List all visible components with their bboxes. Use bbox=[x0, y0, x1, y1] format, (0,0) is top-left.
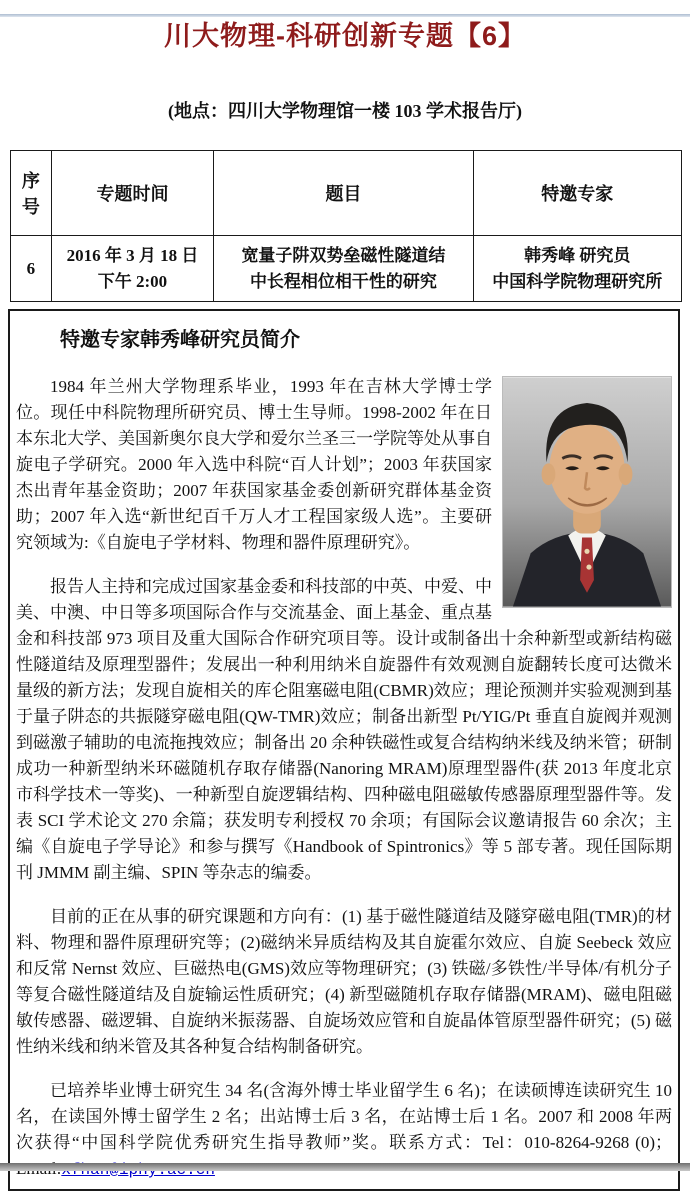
bio-section bbox=[8, 309, 680, 1191]
window-bottom-edge bbox=[0, 1163, 690, 1171]
location-subtitle: (地点：四川大学物理馆一楼 103 学术报告厅) bbox=[168, 101, 522, 121]
table-row bbox=[11, 236, 682, 302]
header-topic: 题目 bbox=[214, 151, 473, 236]
session-hour: 下午 2:00 bbox=[97, 271, 168, 291]
schedule-table bbox=[10, 150, 682, 302]
header-session-time: 专题时间 bbox=[51, 151, 214, 236]
expert-portrait-graphic bbox=[503, 377, 671, 607]
expert-affiliation: 中国科学院物理研究所 bbox=[492, 271, 663, 291]
window-top-edge bbox=[0, 14, 690, 17]
cell-topic bbox=[214, 236, 473, 302]
bio-heading: 特邀专家韩秀峰研究员简介 bbox=[60, 329, 300, 351]
bio-paragraph-4-text: 已培养毕业博士研究生 34 名(含海外博士毕业留学生 6 名)；在读硕博连读研究生 10 名，在读国外博士留学生 2 名；出站博士后 3 名，在站博士后 1 名。2007 和 2008 年两次获得“中国科学院优秀研究生指导教师”奖。联系方式：Tel：010-8264-9268 (0)； bbox=[16, 1081, 672, 1152]
topic-line-1: 宽量子阱双势垒磁性隧道结 bbox=[241, 245, 446, 265]
session-date: 2016 年 3 月 18 日 bbox=[66, 245, 199, 265]
bio-content bbox=[16, 374, 672, 1183]
table-header-row bbox=[11, 151, 682, 236]
expert-photo bbox=[502, 376, 672, 608]
page-title: 川大物理-科研创新专题【6】 bbox=[163, 21, 526, 51]
cell-serial-no: 6 bbox=[11, 236, 52, 302]
topic-line-2: 中长程相位相干性的研究 bbox=[249, 271, 437, 291]
expert-name: 韩秀峰 研究员 bbox=[524, 245, 631, 265]
bio-paragraph-2: 报告人主持和完成过国家基金委和科技部的中英、中爱、中美、中澳、中日等多项国际合作与交流基金、面上基金、重点基金和科技部 973 项目及重大国际合作研究项目等。设计或制备出十余种新型或新结构磁性隧道结及原理型器件；发展出一种利用纳米自旋器件有效观测自旋翻转长度可达微米量级的新方法；发现自旋相关的库仑阻塞磁电阻(CBMR)效应；理论预测并实验观测到基于量子阱态的共振隧穿磁电阻(QW-TMR)效应；制备出新型 Pt/YIG/Pt 垂直自旋阀并观测到磁激子辅助的电流拖拽效应；制备出 20 余种铁磁性或复合结构纳米线及纳米管；研制成功一种新型纳米环磁随机存取存储器(Nanoring MRAM)原理型器件(获 2013 年度北京市科学技术一等奖)、一种新型自旋逻辑结构、四种磁电阻磁敏传感器原理型器件等。发表 SCI 学术论文 270 余篇；获发明专利授权 70 余项；有国际会议邀请报告 60 余次；主编《自旋电子学导论》和参与撰写《Handbook of Spintronics》等 5 部专著。现任国际期刊 JMMM 副主编、SPIN 等杂志的编委。 bbox=[16, 577, 672, 882]
cell-invited-expert bbox=[473, 236, 681, 302]
cell-session-time bbox=[51, 236, 214, 302]
bio-paragraph-1: 1984 年兰州大学物理系毕业，1993 年在吉林大学博士学位。现任中科院物理所研究员、博士生导师。1998-2002 年在日本东北大学、美国新奥尔良大学和爱尔兰圣三一学院等处从事自旋电子学研究。2000 年入选中科院“百人计划”；2003 年获国家杰出青年基金资助；2007 年获国家基金委创新研究群体基金资助；2007 年入选“新世纪百千万人才工程国家级人选”。主要研究领域为:《自旋电子学材料、物理和器件原理研究》。 bbox=[16, 377, 492, 552]
header-invited-expert: 特邀专家 bbox=[473, 151, 681, 236]
header-serial-no: 序号 bbox=[11, 151, 52, 236]
bio-paragraph-3: 目前的正在从事的研究课题和方向有：(1) 基于磁性隧道结及隧穿磁电阻(TMR)的材料、物理和器件原理研究等；(2)磁纳米异质结构及其自旋霍尔效应、自旋 Seebeck 效应和反常 Nernst 效应、巨磁热电(GMS)效应等物理研究；(3) 铁磁/多铁性/半导体/有机分子等复合磁性隧道结及自旋输运性质研究；(4) 新型磁随机存取存储器(MRAM)、磁电阻磁敏传感器、磁逻辑、自旋纳米振荡器、自旋场效应管和自旋晶体管原型器件研究；(5) 磁性纳米线和纳米管及其各种复合结构制备研究。 bbox=[16, 907, 672, 1056]
